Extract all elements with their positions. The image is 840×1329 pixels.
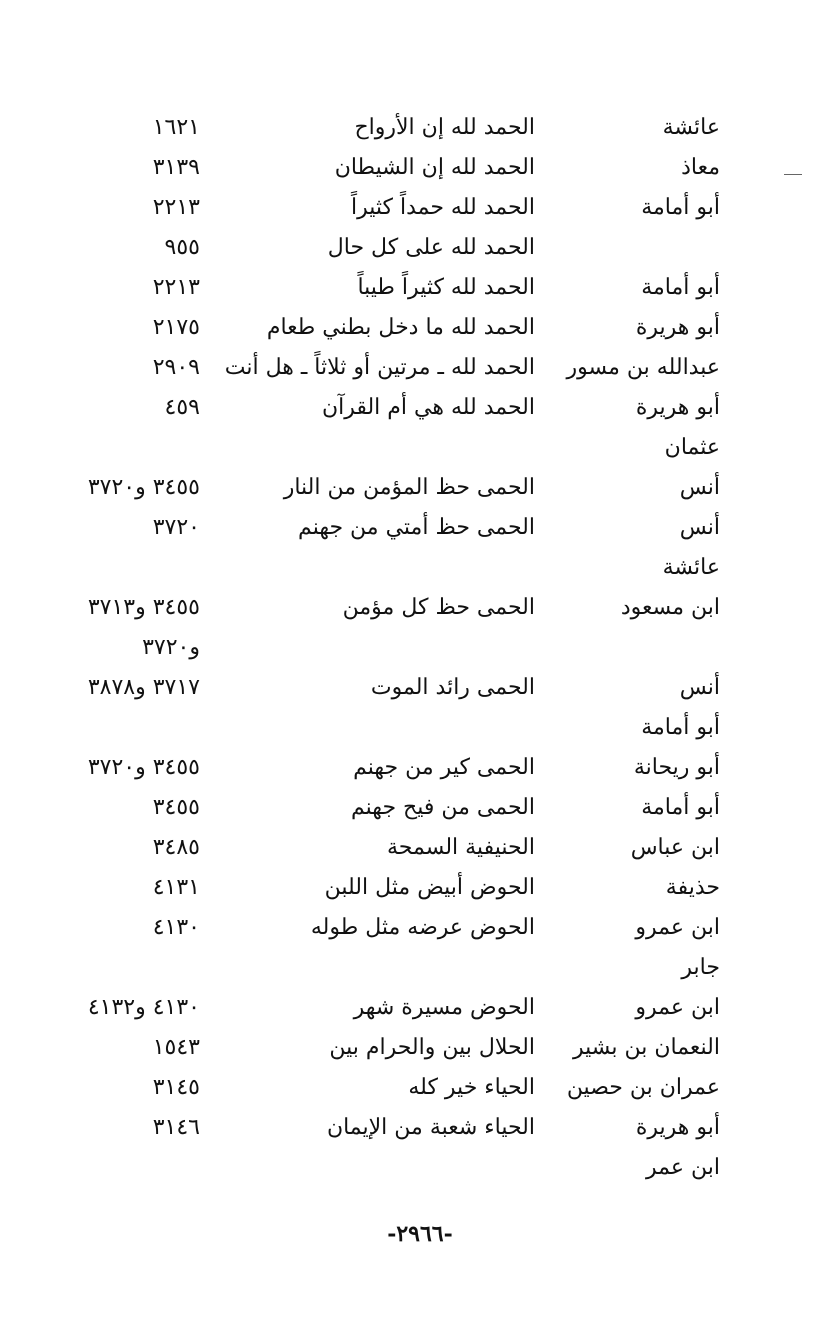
hadith-references: ١٦٢١	[152, 115, 200, 140]
hadith-references: ٢٢١٣	[152, 195, 200, 220]
hadith-references: ٣٤٥٥	[152, 795, 200, 820]
hadith-references: ٤١٣٠ و٤١٣٢	[87, 995, 200, 1020]
narrator-name: ابن عباس	[630, 835, 720, 860]
narrator-name	[535, 228, 720, 268]
hadith-incipit: الحمى رائد الموت	[370, 675, 535, 700]
hadith-references: ٣١٤٦	[152, 1115, 200, 1140]
hadith-references: ٣٤٥٥ و٣٧٢٠	[87, 755, 200, 780]
index-row	[0, 348, 840, 388]
narrator-name: عائشة	[662, 115, 720, 140]
hadith-references: ٤٥٩	[164, 395, 200, 420]
hadith-references: ٣٧٢٠	[152, 515, 200, 540]
hadith-incipit: الحمى حظ كل مؤمن	[342, 595, 535, 620]
hadith-incipit: الحمد لله حمداً كثيراً	[350, 195, 535, 220]
narrator-name: أبو ريحانة	[633, 755, 720, 780]
index-row	[0, 508, 840, 548]
narrator-name: حذيفة	[665, 875, 720, 900]
hadith-incipit	[205, 628, 535, 668]
hadith-incipit: الحمد لله ما دخل بطني طعام	[266, 315, 535, 340]
index-row	[0, 1148, 840, 1188]
narrator-name: عمران بن حصين	[566, 1075, 720, 1100]
hadith-incipit: الحوض مسيرة شهر	[353, 995, 535, 1020]
narrator-name: أنس	[679, 675, 720, 700]
hadith-references: ٣٤٥٥ و٣٧١٣	[87, 595, 200, 620]
hadith-references: ٤١٣٠	[152, 915, 200, 940]
narrator-name: ابن مسعود	[620, 595, 720, 620]
hadith-incipit: الحمد لله إن الشيطان	[334, 155, 535, 180]
narrator-name: أنس	[679, 475, 720, 500]
narrator-name: أبو هريرة	[635, 315, 720, 340]
index-row	[0, 988, 840, 1028]
index-row	[0, 1108, 840, 1148]
hadith-incipit: الحمى كير من جهنم	[353, 755, 535, 780]
narrator-name: ابن عمرو	[635, 915, 720, 940]
narrator-name: أبو أمامة	[641, 195, 720, 220]
narrator-name: النعمان بن بشير	[572, 1035, 720, 1060]
hadith-incipit: الحوض عرضه مثل طوله	[310, 915, 535, 940]
narrator-name: أبو أمامة	[641, 795, 720, 820]
hadith-references: ٢١٧٥	[152, 315, 200, 340]
hadith-incipit: الحوض أبيض مثل اللبن	[324, 875, 535, 900]
narrator-name: أبو هريرة	[635, 395, 720, 420]
index-row	[0, 1028, 840, 1068]
narrator-name: جابر	[681, 955, 720, 980]
hadith-references: و٣٧٢٠	[142, 635, 200, 660]
index-row	[0, 828, 840, 868]
hadith-incipit: الحياء خير كله	[408, 1075, 535, 1100]
index-row	[0, 388, 840, 428]
hadith-incipit	[205, 428, 535, 468]
hadith-incipit: الحمد لله ـ مرتين أو ثلاثاً ـ هل أنت	[224, 355, 535, 380]
narrator-name: أبو أمامة	[641, 275, 720, 300]
hadith-incipit: الحمى حظ المؤمن من النار	[283, 475, 535, 500]
page-number: -٢٩٦٦-	[387, 1221, 453, 1247]
hadith-references: ٣٧١٧ و٣٨٧٨	[87, 675, 200, 700]
narrator-name: أنس	[679, 515, 720, 540]
hadith-references: ٢٩٠٩	[152, 355, 200, 380]
index-row	[0, 708, 840, 748]
index-row	[0, 788, 840, 828]
hadith-references: ٣٤٨٥	[152, 835, 200, 860]
index-row	[0, 908, 840, 948]
hadith-references: ٣١٣٩	[152, 155, 200, 180]
hadith-incipit: الحمد لله على كل حال	[327, 235, 535, 260]
index-row	[0, 228, 840, 268]
index-row	[0, 1068, 840, 1108]
hadith-incipit: الحمى حظ أمتي من جهنم	[298, 515, 535, 540]
hadith-incipit: الحلال بين والحرام بين	[329, 1035, 535, 1060]
hadith-references: ٩٥٥	[164, 235, 200, 260]
hadith-references	[0, 548, 200, 588]
narrator-name: ابن عمرو	[635, 995, 720, 1020]
index-row	[0, 628, 840, 668]
narrator-name: عثمان	[664, 435, 720, 460]
index-row	[0, 268, 840, 308]
index-row	[0, 468, 840, 508]
hadith-incipit: الحمد لله هي أم القرآن	[321, 395, 535, 420]
index-row	[0, 868, 840, 908]
narrator-name	[535, 628, 720, 668]
index-row	[0, 428, 840, 468]
narrator-name: أبو أمامة	[641, 715, 720, 740]
narrator-name: معاذ	[681, 155, 720, 180]
hadith-incipit: الحياء شعبة من الإيمان	[326, 1115, 535, 1140]
hadith-references: ٣١٤٥	[152, 1075, 200, 1100]
narrator-name: عائشة	[662, 555, 720, 580]
hadith-incipit: الحمى من فيح جهنم	[351, 795, 535, 820]
index-row	[0, 108, 840, 148]
hadith-references: ٣٤٥٥ و٣٧٢٠	[87, 475, 200, 500]
index-row	[0, 668, 840, 708]
hadith-incipit	[205, 548, 535, 588]
hadith-incipit	[205, 708, 535, 748]
index-row	[0, 148, 840, 188]
hadith-references: ١٥٤٣	[152, 1035, 200, 1060]
hadith-index-list	[0, 108, 840, 1188]
hadith-incipit: الحنيفية السمحة	[386, 835, 535, 860]
index-row	[0, 948, 840, 988]
hadith-incipit: الحمد لله إن الأرواح	[354, 115, 535, 140]
narrator-name: عبدالله بن مسور	[566, 355, 720, 380]
hadith-incipit	[205, 1148, 535, 1188]
hadith-references	[0, 948, 200, 988]
hadith-references	[0, 1148, 200, 1188]
index-row	[0, 188, 840, 228]
index-row	[0, 308, 840, 348]
narrator-name: أبو هريرة	[635, 1115, 720, 1140]
index-row	[0, 548, 840, 588]
index-row	[0, 588, 840, 628]
hadith-incipit: الحمد لله كثيراً طيباً	[357, 275, 535, 300]
index-row	[0, 748, 840, 788]
hadith-references: ٤١٣١	[152, 875, 200, 900]
hadith-incipit	[205, 948, 535, 988]
hadith-references	[0, 428, 200, 468]
hadith-references	[0, 708, 200, 748]
hadith-references: ٢٢١٣	[152, 275, 200, 300]
narrator-name: ابن عمر	[646, 1155, 720, 1180]
